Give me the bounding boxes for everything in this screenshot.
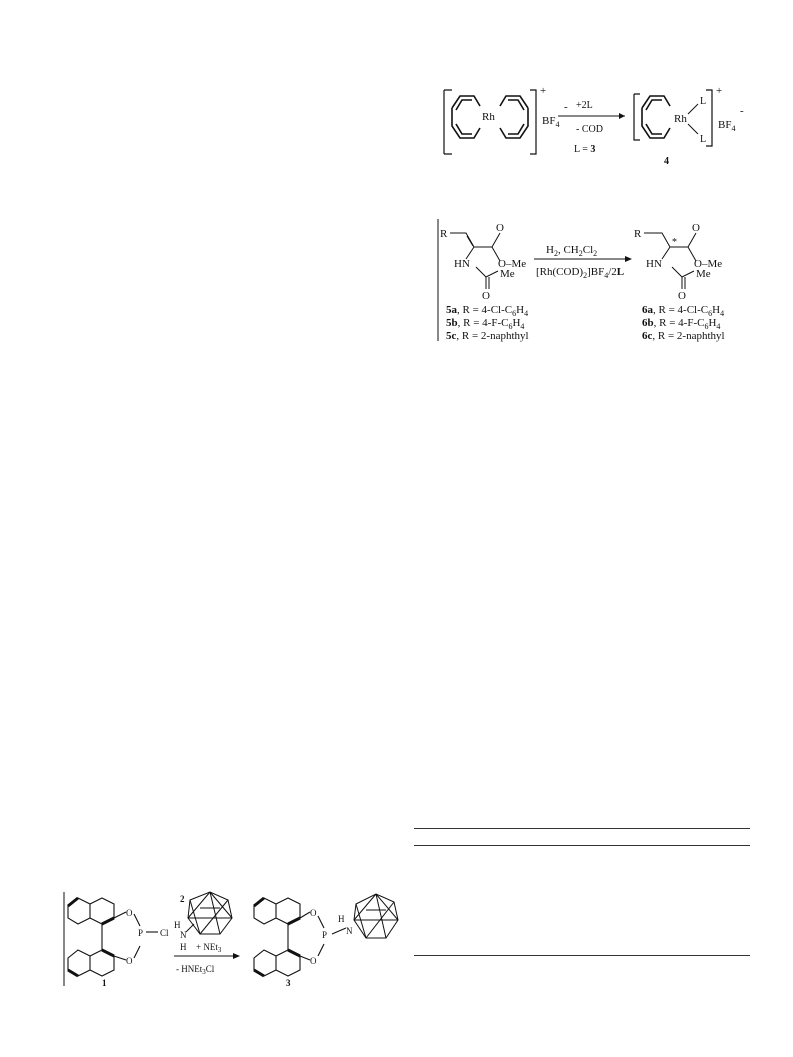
amine-n: N [180,930,187,940]
product-o2: O [678,290,686,302]
product-o-top: O [310,908,317,918]
product-me: Me [696,268,711,280]
substrate-hn: HN [454,258,470,270]
reactant-p: P [138,928,144,938]
arrow-below-conditions: $[Rh(COD)_2]BF_4/2L$ [536,266,625,280]
product-6c: 6c, R = 2-naphthyl [642,330,725,342]
cod-ring-left-icon [452,96,480,138]
ligand-definition: L = 3 [574,144,596,155]
reactant-cl: Cl [160,928,169,938]
product-h: H [338,914,345,924]
reactant-o-top: O [126,908,133,918]
counterion: $BF_4$ [542,115,560,129]
arrow-below-byproduct: - HNEt$_3$Cl [176,964,215,976]
product-p: P [322,930,328,940]
table-bottom-rule [414,955,750,956]
substrate-5a: 5a, $R = 4-Cl-C_6H_4$ [446,304,529,318]
charge-plus: + [540,85,547,97]
substrate-5b: 5b, $R = 4-F-C_6H_4$ [446,317,525,331]
scheme-hydrogenation [436,215,766,345]
substrate-r: R [440,228,448,240]
arrow-head-icon [625,256,632,262]
arrow-above-conditions: $H_2$, $CH_2Cl_2$ [546,244,598,258]
product-ome: O–Me [694,258,723,270]
arrow-head-icon [619,113,625,119]
substrate-me: Me [500,268,515,280]
binol-reactant-icon [68,898,158,976]
product-carborane-cage-icon [354,894,398,938]
product-6a: 6a, $R = 4-Cl-C_6H_4$ [642,304,725,318]
rh-label: Rh [482,111,495,123]
carborane-cage-icon [188,892,232,934]
product-compound-number: 4 [664,156,669,167]
arrow-head-icon [233,953,240,959]
scheme-synthesis [62,888,402,990]
table-header-rule [414,845,750,846]
reactant-number: 1 [102,978,107,988]
binol-product-icon [254,898,346,976]
cod-ring-right-icon [500,96,528,138]
substrate-list [446,304,529,342]
product-ligand-2: L [700,134,707,145]
product-charge: + [716,85,723,97]
product-bold-bonds-icon [254,898,300,976]
product-number: 3 [286,978,291,988]
product-list [642,304,725,342]
product-6b: 6b, $R = 4-F-C_6H_4$ [642,317,721,331]
arrow-above-reagent: + NEt$_3$ [196,942,222,954]
arrow-below-label: - COD [576,124,603,135]
reactant-o-bottom: O [126,956,133,966]
product-o: O [692,222,700,234]
product-hn: HN [646,258,662,270]
product-n: N [346,926,353,936]
cod-ring-product-icon [642,96,670,138]
amine-h2: H [180,942,187,952]
substrate-ome: O–Me [498,258,527,270]
substrate-5c: 5c, R = 2-naphthyl [446,330,529,342]
table-top-rule [414,828,750,829]
product-r: R [634,228,642,240]
stereocenter-star: * [672,237,677,248]
counterion-sup: - [564,101,568,113]
product-rh: Rh [674,113,687,125]
product-ligand-1: L [700,96,707,107]
amine-h1: H [174,920,181,930]
scheme-rh-complex [430,80,760,175]
substrate-o: O [496,222,504,234]
product-counterion-sup: - [740,105,744,117]
arrow-above-label: +2L [576,100,593,111]
product-o-bottom: O [310,956,317,966]
carborane-number: 2 [180,894,185,904]
bold-bonds-icon [68,898,114,976]
product-counterion: $BF_4$ [718,119,736,133]
substrate-o2: O [482,290,490,302]
